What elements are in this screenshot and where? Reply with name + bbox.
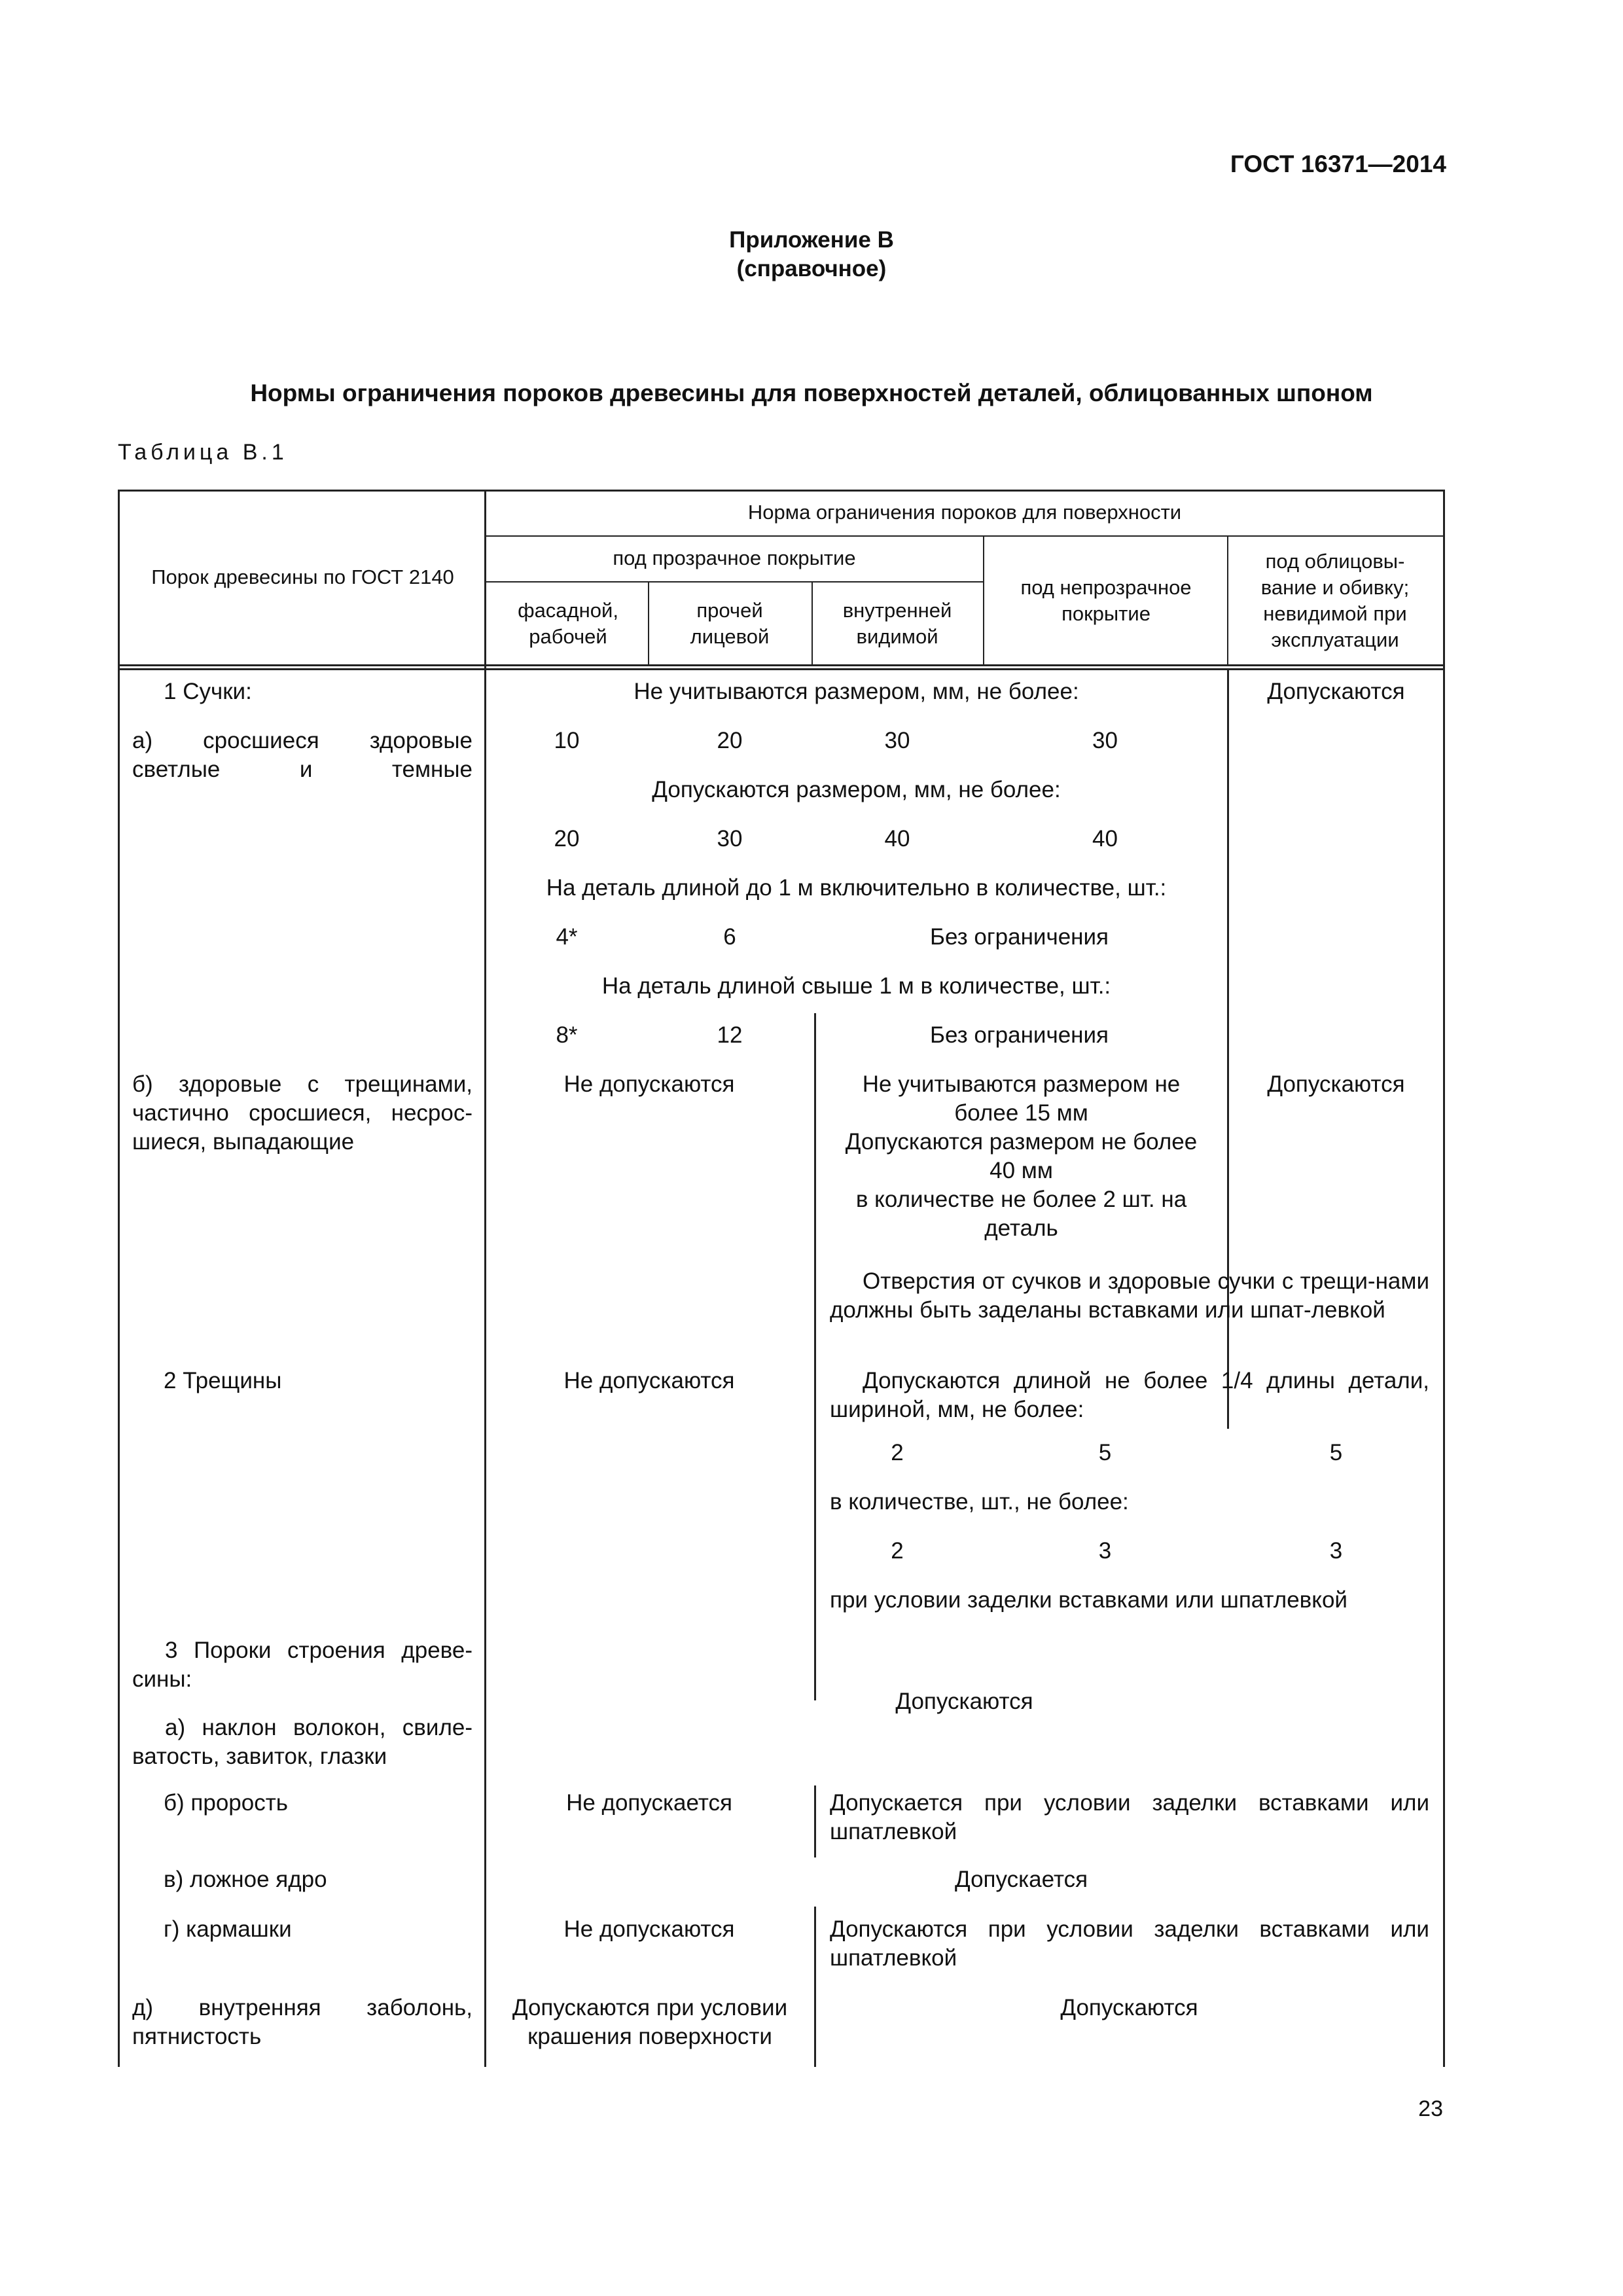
knots-b-line: 40 мм (990, 1158, 1053, 1183)
structure-a-label: а) наклон волокон, свиле-ватость, завиток, глазки (132, 1715, 473, 1769)
cracks-label: 2 Трещины (164, 1368, 282, 1393)
structure-b-left: Не допускается (566, 1790, 732, 1816)
cracks-facade: Не допускаются (563, 1368, 735, 1393)
cracks-count-opaque: 3 (1098, 1538, 1112, 1564)
header-facade: фасадной, рабочей (518, 599, 618, 648)
header-other-face: прочей лицевой (690, 599, 770, 648)
table-label: Таблица В.1 (118, 440, 288, 465)
structure-g-label: г) кармашки (164, 1916, 292, 1942)
knots-row3-unlimited: Без ограничения (929, 924, 1109, 950)
knots-row4-other: 12 (717, 1022, 743, 1048)
knots-b-label: б) здоровые с трещинами, частично сросшиеся, несрос-шиеся, выпадающие (132, 1071, 473, 1155)
cracks-count-veneer: 3 (1329, 1538, 1343, 1564)
knots-a-label: а) сросшиеся здоровые светлые и темные (132, 728, 473, 782)
structure-d-label: д) внутренняя заболонь, пятнистость (132, 1995, 473, 2049)
knots-label: 1 Сучки: (164, 679, 252, 704)
cracks-count-inner: 2 (891, 1538, 904, 1564)
knots-allowed-size-title: Допускаются размером, мм, не более: (652, 777, 1061, 802)
knots-over1m-title: На деталь длиной свыше 1 м в количестве, шт.: (601, 973, 1111, 999)
table-right-border (1443, 490, 1445, 2067)
structure-d-right: Допускаются (1060, 1995, 1198, 2020)
knots-b-line: более 15 мм (954, 1100, 1088, 1126)
header-defect: Порок древесины по ГОСТ 2140 (151, 565, 454, 588)
cracks-condition: при условии заделки вставками или шпатлевкой (830, 1587, 1347, 1613)
cracks-right-title: Допускаются длиной не более 1/4 длины детали, шириной, мм, не более: (830, 1368, 1429, 1422)
knots-b-facade: Не допускаются (563, 1071, 735, 1097)
header-divider-opaque (1227, 535, 1228, 666)
structure-label: 3 Пороки строения древе-сины: (132, 1638, 473, 1692)
page-number: 23 (1418, 2096, 1443, 2121)
cracks-width-veneer: 5 (1329, 1440, 1343, 1465)
knots-row1-other: 20 (717, 728, 743, 753)
cracks-width-opaque: 5 (1098, 1440, 1112, 1465)
knots-b-line: в количестве не более 2 шт. на (855, 1187, 1187, 1212)
knots-row1-facade: 10 (554, 728, 580, 753)
body-divider-prorost (814, 1785, 816, 1857)
knots-row2-inner: 40 (884, 826, 910, 852)
cracks-count-title: в количестве, шт., не более: (830, 1489, 1129, 1515)
knots-b-conditions (815, 1070, 1227, 1243)
knots-allowed-veneer: Допускаются (1267, 679, 1405, 704)
structure-g-left: Не допускаются (563, 1916, 735, 1942)
appendix-note: (справочное) (736, 256, 887, 281)
knots-row4-unlimited: Без ограничения (929, 1022, 1109, 1048)
knots-b-line: деталь (984, 1215, 1058, 1241)
knots-row4-facade: 8* (556, 1022, 578, 1048)
knots-upto1m-title: На деталь длиной до 1 м включительно в количестве, шт.: (546, 875, 1167, 901)
defects-table (118, 490, 1445, 2067)
document-title: Нормы ограничения пороков древесины для поверхностей деталей, облицованных шпоном (250, 380, 1373, 406)
header-transparent: под прозрачное покрытие (613, 547, 856, 569)
knots-b-line: Не учитываются размером не (862, 1071, 1181, 1097)
header-divider-facade (648, 581, 649, 666)
structure-d-left: Допускаются при условии крашения поверхности (512, 1995, 788, 2049)
structure-g-right: Допускаются при условии заделки вставками или шпатлевкой (830, 1916, 1429, 1971)
header-inner-visible: внутренней видимой (842, 599, 952, 648)
header-bottom-border-double (118, 668, 1445, 670)
knots-row2-facade: 20 (554, 826, 580, 852)
header-veneer-hidden: под облицовы-вание и обивку; невидимой при эксплуатации (1260, 550, 1410, 651)
structure-b-right: Допускается при условии заделки вставками или шпатлевкой (830, 1790, 1429, 1844)
knots-row1-inner: 30 (884, 728, 910, 753)
structure-v-value: Допускается (954, 1867, 1088, 1892)
knots-row1-opaque: 30 (1092, 728, 1118, 753)
header-divider-inner (983, 535, 984, 666)
knots-row2-other: 30 (717, 826, 743, 852)
appendix-heading (0, 226, 1623, 283)
structure-a-value: Допускаются (895, 1689, 1033, 1714)
appendix-title: Приложение В (729, 227, 894, 253)
table-left-border (118, 490, 120, 2067)
knots-b-allowed-veneer: Допускаются (1267, 1071, 1405, 1097)
standard-designation: ГОСТ 16371—2014 (1230, 151, 1446, 177)
header-divider-other (812, 581, 813, 666)
header-opaque: под непрозрачное покрытие (1020, 576, 1192, 625)
structure-v-label: в) ложное ядро (164, 1867, 327, 1892)
cracks-width-inner: 2 (891, 1440, 904, 1465)
knots-holes-note: Отверстия от сучков и здоровые сучки с трещи-нами должны быть заделаны вставками или шпат-левкой (830, 1268, 1429, 1323)
structure-b-label: б) прорость (164, 1790, 289, 1816)
header-norm: Норма ограничения пороков для поверхности (747, 501, 1182, 524)
body-divider-pockets-sapwood (814, 1907, 816, 2067)
knots-row3-facade: 4* (556, 924, 578, 950)
knots-not-counted-title: Не учитываются размером, мм, не более: (633, 679, 1079, 704)
knots-row2-opaque: 40 (1092, 826, 1118, 852)
knots-b-line: Допускаются размером не более (845, 1129, 1198, 1155)
knots-row3-other: 6 (723, 924, 736, 950)
